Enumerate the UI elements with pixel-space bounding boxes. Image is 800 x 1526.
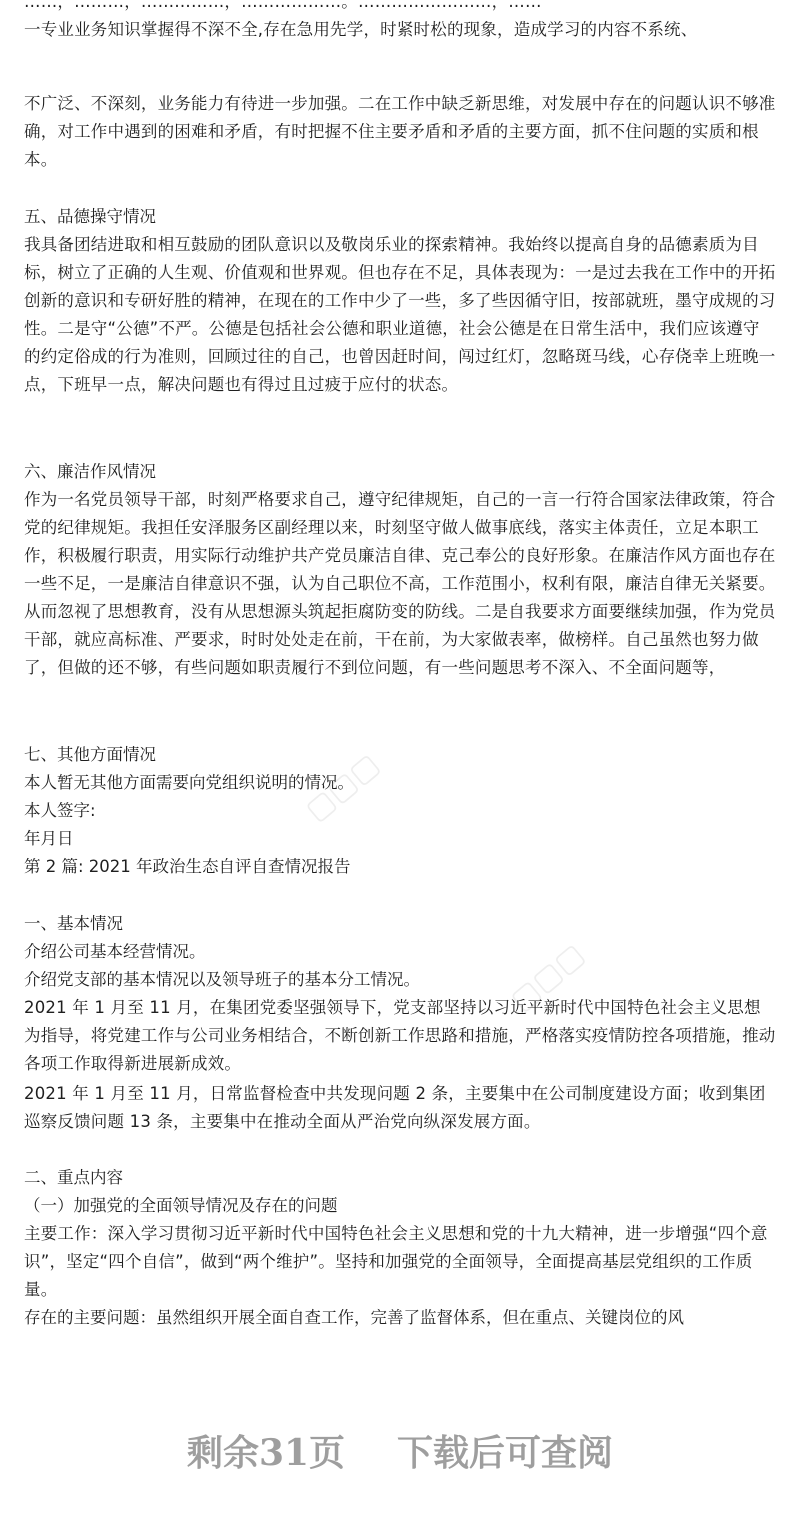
- top-fragment-line-1: ……，………，……………，………………。……………………，……: [24, 0, 542, 11]
- remaining-pages-text: 剩余31页: [186, 1431, 346, 1474]
- section-7-heading: 七、其他方面情况: [24, 745, 156, 764]
- section-6-body: 作为一名党员领导干部，时刻严格要求自己，遵守纪律规矩，自己的一言一行符合国家法律政策，符合党的纪律规矩。我担任安泽服务区副经理以来，时刻坚守做人做事底线，落实主体责任，立足本职工作，积极履行职责，用实际行动维护共产党员廉洁自律、克己奉公的良好形象。在廉洁作风方面也存在一些不足，一是廉洁自律意识不强，认为自己职位不高，工作范围小，权利有限，廉洁自律无关紧要。从而忽视了思想教育，没有从思想源头筑起拒腐防变的防线。二是自我要求方面要继续加强，作为党员干部，就应高标准、严要求，时时处处走在前，干在前，为大家做表率，做榜样。自己虽然也努力做了，但做的还不够，有些问题如职责履行不到位问题，有一些问题思考不深入、不全面问题等，: [24, 490, 776, 677]
- section-6-heading: 六、廉洁作风情况: [24, 462, 156, 481]
- problems-line: 存在的主要问题：虽然组织开展全面自查工作，完善了监督体系，但在重点、关键岗位的风: [24, 1308, 684, 1327]
- remaining-pages-banner[interactable]: [0, 1420, 800, 1480]
- date-label: 年月日: [24, 829, 74, 848]
- watermark-mark: ▢▢▢: [298, 746, 387, 829]
- part-1-paragraph-1: 2021 年 1 月至 11 月，在集团党委坚强领导下，党支部坚持以习近平新时代中国特色社会主义思想为指导，将党建工作与公司业务相结合，不断创新工作思路和措施，严格落实疫情防控各项措施，推动各项工作取得新进展新成效。: [24, 998, 776, 1073]
- article-2-title: 第 2 篇: 2021 年政治生态自评自查情况报告: [24, 857, 351, 876]
- section-7-body: 本人暂无其他方面需要向党组织说明的情况。: [24, 773, 354, 792]
- download-to-view-text: 下载后可查阅: [397, 1431, 614, 1474]
- part-1-paragraph-2: 2021 年 1 月至 11 月，日常监督检查中共发现问题 2 条，主要集中在公司制度建设方面；收到集团巡察反馈问题 13 条，主要集中在推动全面从严治党向纵深发展方面。: [24, 1084, 766, 1131]
- part-1-heading: 一、基本情况: [24, 914, 123, 933]
- main-work-paragraph: 主要工作：深入学习贯彻习近平新时代中国特色社会主义思想和党的十九大精神，进一步增强“四个意识”，坚定“四个自信”，做到“两个维护”。坚持和加强党的全面领导，全面提高基层党组织的工作质量。: [24, 1224, 768, 1299]
- section-5-heading: 五、品德操守情况: [24, 207, 156, 226]
- signature-label: 本人签字:: [24, 801, 96, 820]
- continued-paragraph: 不广泛、不深刻，业务能力有待进一步加强。二在工作中缺乏新思维，对发展中存在的问题认识不够准确，对工作中遇到的困难和矛盾，有时把握不住主要矛盾和矛盾的主要方面，抓不住问题的实质和根本。: [24, 94, 776, 169]
- top-fragment: [24, 0, 776, 48]
- part-1-line-1: 介绍公司基本经营情况。: [24, 942, 206, 961]
- part-2-heading: 二、重点内容: [24, 1168, 123, 1187]
- top-fragment-line-2: 一专业业务知识掌握得不深不全,存在急用先学，时紧时松的现象，造成学习的内容不系统、: [24, 20, 698, 39]
- part-2-subheading: （一）加强党的全面领导情况及存在的问题: [24, 1196, 338, 1215]
- section-5-body: 我具备团结进取和相互鼓励的团队意识以及敬岗乐业的探索精神。我始终以提高自身的品德素质为目标，树立了正确的人生观、价值观和世界观。但也存在不足，具体表现为：一是过去我在工作中的开拓创新的意识和专研好胜的精神，在现在的工作中少了一些，多了些因循守旧，按部就班，墨守成规的习性。二是守“公德”不严。公德是包括社会公德和职业道德，社会公德是在日常生活中，我们应该遵守的约定俗成的行为准则，回顾过往的自己，也曾因赶时间，闯过红灯，忽略斑马线，心存侥幸上班晚一点，下班早一点，解决问题也有得过且过疲于应付的状态。: [24, 235, 776, 394]
- part-1-line-2: 介绍党支部的基本情况以及领导班子的基本分工情况。: [24, 970, 420, 989]
- watermark-mark: ▢▢▢: [503, 936, 592, 1019]
